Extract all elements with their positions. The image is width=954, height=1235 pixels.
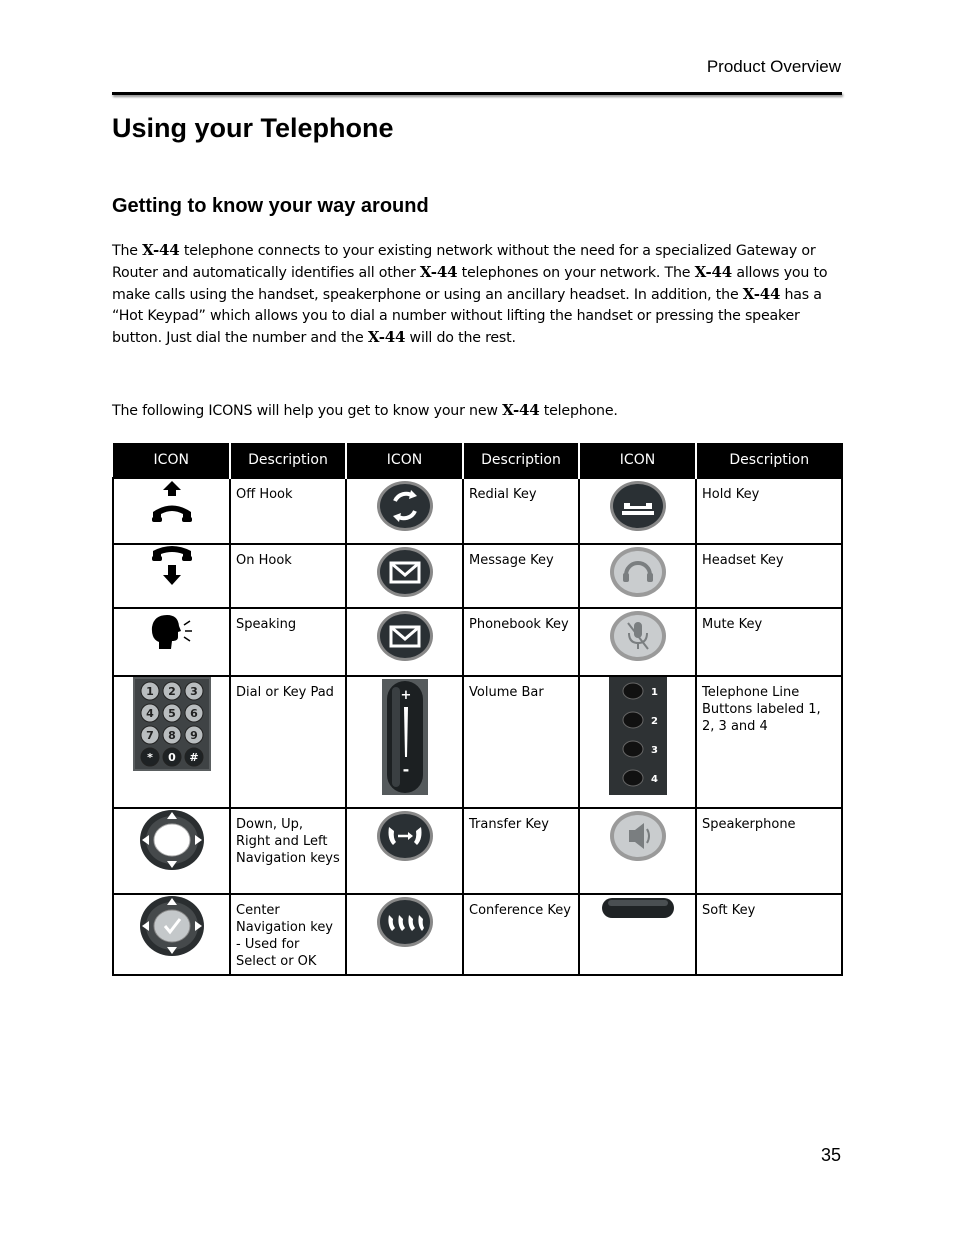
headset-key-icon: [608, 545, 668, 599]
description-cell: Headset Key: [696, 544, 842, 608]
icon-cell: [113, 544, 230, 608]
transfer-key-icon: [375, 809, 435, 863]
keypad-key-label: 8: [167, 729, 176, 742]
icon-table: [112, 443, 843, 976]
keypad-key-label: 9: [189, 729, 198, 742]
page-number: 35: [820, 1145, 841, 1165]
line-button-label: 4: [650, 774, 658, 785]
description-cell: Phonebook Key: [463, 608, 579, 676]
description-cell: Soft Key: [696, 894, 842, 975]
keypad-key-label: *: [146, 751, 153, 764]
off-hook-icon: [147, 479, 197, 527]
icon-cell: [346, 894, 463, 975]
description-cell: Speaking: [230, 608, 346, 676]
volume-bar-icon: [380, 677, 430, 797]
phonebook-key-icon: [375, 609, 435, 663]
icon-cell: [579, 608, 696, 676]
keypad-key-label: 2: [167, 685, 176, 698]
description-cell: Center Navigation key - Used for Select or OK: [230, 894, 346, 975]
icon-cell: [113, 676, 230, 808]
description-cell: Conference Key: [463, 894, 579, 975]
column-header: Description: [463, 443, 579, 478]
redial-key-icon: [375, 479, 435, 533]
line-button: [623, 770, 643, 786]
column-header: ICON: [346, 443, 463, 478]
message-key-icon: [375, 545, 435, 599]
icon-cell: [113, 608, 230, 676]
icons-intro: The following ICONS will help you get to know your new X-44 telephone.: [112, 401, 618, 419]
description-cell: Hold Key: [696, 478, 842, 544]
table-row: [113, 676, 842, 808]
intro-paragraph: The X-44 telephone connects to your existing network without the need for a specialized Gateway or Router and automatically identifies all other X-44 telephones on your network. The X-44 allows you to make calls using the handset, speakerphone or using an ancillary headset. In addition, the X-44 has a “Hot Keypad” which allows you to dial a number without lifting the handset or pressing the speaker button. Just dial the number and the X-44 will do the rest.: [112, 241, 828, 346]
section-header-title: Product Overview: [706, 57, 841, 76]
description-cell: Off Hook: [230, 478, 346, 544]
header-rule: [112, 92, 842, 95]
keypad-key-label: 5: [167, 707, 176, 720]
model-name: X-44: [694, 263, 733, 281]
speakerphone-icon: [608, 809, 668, 863]
description-cell: Telephone Line Buttons labeled 1, 2, 3 and 4: [696, 676, 842, 808]
description-cell: Down, Up, Right and Left Navigation keys: [230, 808, 346, 894]
keypad-icon: [133, 677, 211, 771]
description-cell: Volume Bar: [463, 676, 579, 808]
line-button-label: 1: [650, 687, 658, 698]
on-hook-icon: [147, 545, 197, 593]
model-name: X-44: [502, 401, 540, 419]
model-name: X-44: [419, 263, 458, 281]
conference-key-icon: [375, 895, 435, 949]
speaking-icon: [145, 609, 199, 657]
line-buttons-icon: [609, 677, 667, 795]
hold-key-icon: [608, 479, 668, 533]
icon-cell: [113, 894, 230, 975]
icon-cell: [579, 478, 696, 544]
volume-up-label: +: [400, 688, 411, 703]
line-button: [623, 683, 643, 699]
line-button: [623, 712, 643, 728]
line-button: [623, 741, 643, 757]
icon-cell: [579, 894, 696, 975]
icon-cell: [346, 478, 463, 544]
model-name: X-44: [367, 328, 406, 346]
keypad-key-label: #: [188, 751, 199, 764]
mute-key-icon: [608, 609, 668, 663]
table-row: [113, 478, 842, 544]
table-header-row: [113, 443, 842, 478]
keypad-key-label: 4: [145, 707, 154, 720]
description-cell: Transfer Key: [463, 808, 579, 894]
icon-cell: [346, 808, 463, 894]
icon-cell: [579, 544, 696, 608]
description-cell: On Hook: [230, 544, 346, 608]
model-name: X-44: [742, 285, 781, 303]
keypad-key-label: 0: [167, 751, 176, 764]
soft-key-icon: [600, 895, 676, 921]
description-cell: Dial or Key Pad: [230, 676, 346, 808]
keypad-key-label: 1: [145, 685, 154, 698]
icon-cell: [579, 808, 696, 894]
column-header: ICON: [113, 443, 230, 478]
keypad-key-label: 3: [189, 685, 198, 698]
icon-cell: [346, 608, 463, 676]
column-header: ICON: [579, 443, 696, 478]
line-button-label: 2: [650, 716, 658, 727]
section-heading: Getting to know your way around: [112, 195, 429, 217]
center-navigation-key-icon: [139, 895, 205, 957]
icon-cell: [346, 544, 463, 608]
keypad-key-label: 6: [189, 707, 198, 720]
description-cell: Message Key: [463, 544, 579, 608]
column-header: Description: [230, 443, 346, 478]
table-row: [113, 608, 842, 676]
line-button-label: 3: [650, 745, 658, 756]
description-cell: Speakerphone: [696, 808, 842, 894]
description-cell: Mute Key: [696, 608, 842, 676]
table-row: [113, 894, 842, 975]
description-cell: Redial Key: [463, 478, 579, 544]
keypad-key-label: 7: [145, 729, 154, 742]
icon-cell: [113, 808, 230, 894]
column-header: Description: [696, 443, 842, 478]
table-row: [113, 544, 842, 608]
page-title: Using your Telephone: [112, 113, 394, 143]
model-name: X-44: [142, 241, 180, 259]
icon-cell: [579, 676, 696, 808]
volume-down-label: -: [402, 760, 409, 779]
icon-cell: [113, 478, 230, 544]
navigation-keys-icon: [139, 809, 205, 871]
icon-cell: [346, 676, 463, 808]
table-row: [113, 808, 842, 894]
